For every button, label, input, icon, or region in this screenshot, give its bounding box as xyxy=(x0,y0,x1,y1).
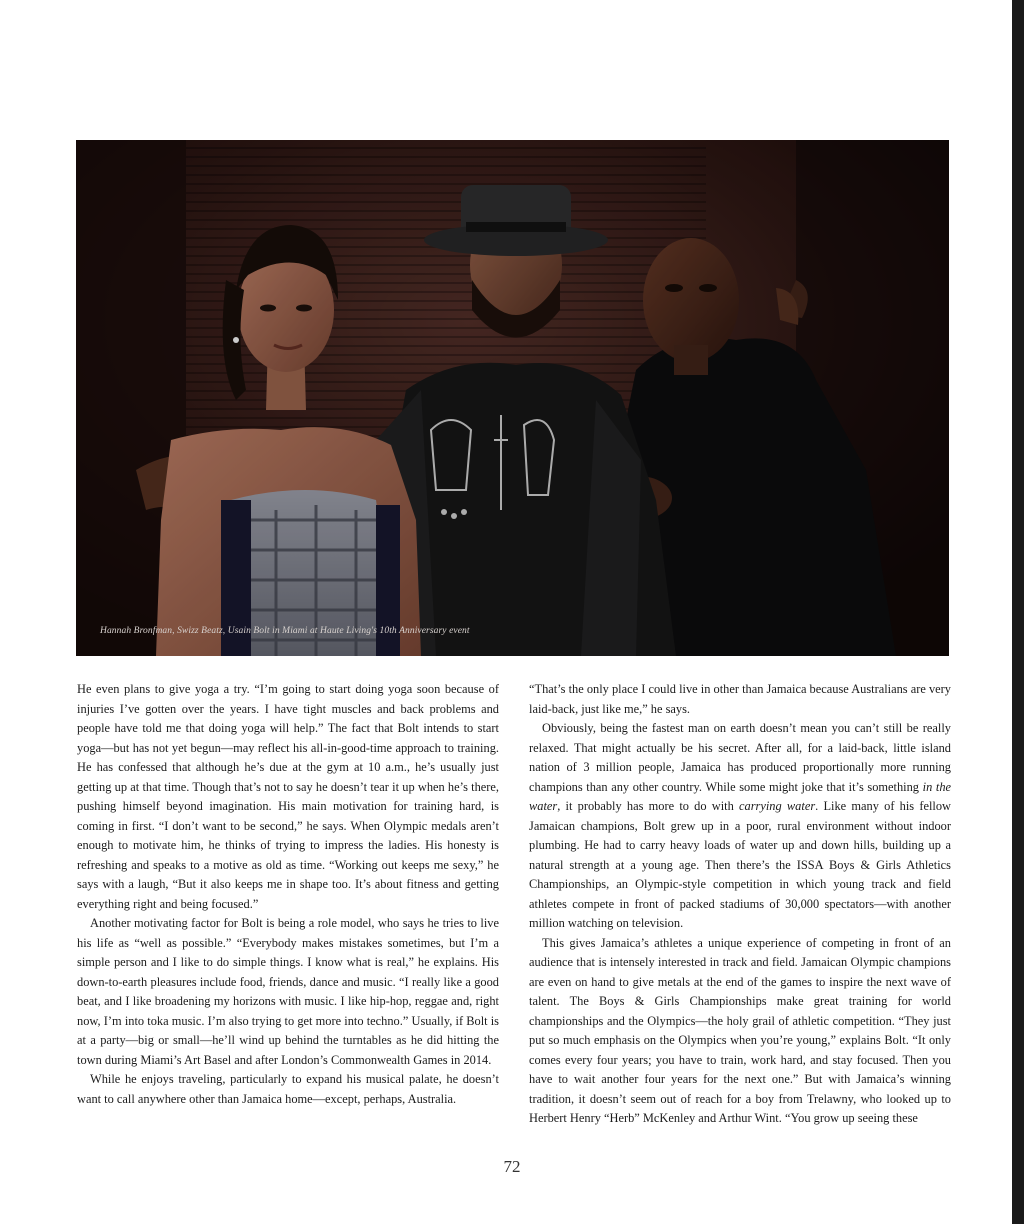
paragraph-text: Obviously, being the fastest man on earth doesn’t mean you can’t still be really relaxed. That might actually be his secret. After all, for a laid-back, little island nation of 3 million people, Jamaica has produced proportionally more running champions than any other country. While some might joke that it’s something xyxy=(529,721,951,794)
emphasis-text: in the water xyxy=(529,779,952,813)
event-photo-image xyxy=(76,140,949,656)
page-number: 72 xyxy=(503,1157,521,1176)
article-paragraph: He even plans to give yoga a try. “I’m going to start doing yoga soon because of injuries I’ve gotten over the years. I have tight muscles and back problems and people have told me that doing yoga will help.” The fact that Bolt intends to start yoga—but has not yet begun—may reflect his all-in-good-time approach to training. He has confessed that although he’s due at the gym at 10 a.m., he’s usually just getting up at that time. Though that’s not to say he doesn’t tear it up when he’s there, pushing himself beyond imagination. His main motivation for training hard, is coming in first. “I don’t want to be second,” he says. When Olympic medals aren’t enough to motivate him, he thinks of trying to impress the ladies. His honesty is refreshing and speaks to a motive as old as time. “Working out keeps me sexy,” he says with a laugh, “But it also keeps me in shape too. It’s about fitness and getting everything right and being focused.” xyxy=(77,682,499,911)
article-paragraph: While he enjoys traveling, particularly to expand his musical palate, he doesn’t want to call anywhere other than Jamaica home—except, perhaps, Australia. xyxy=(77,1072,499,1106)
paragraph-text: . Like many of his fellow Jamaican champions, Bolt grew up in a poor, rural environment without indoor plumbing. He had to carry heavy loads of water up and down hills, building up a natural strength at a young age. Then there’s the ISSA Boys & Girls Athletics Championships, an Olympic-style competition in which young track and field athletes compete in front of packed stadiums of 30,000 spectators—with another million watching on television. xyxy=(529,799,952,930)
article-paragraph: Another motivating factor for Bolt is being a role model, who says he tries to live his life as “well as possible.” “Everybody makes mistakes sometimes, but I’m a simple person and I like to do simple things. I know what is real,” he explains. His down-to-earth pleasures include food, friends, dance and music. “I really like a good beat, and I like broadening my horizons with music. I like hip-hop, reggae and, right now, I’m into toka music. I’m also trying to get more into techno.” Usually, if Bolt is at a party—big or small—he’ll wind up behind the turntables as he did hitting the town during Miami’s Art Basel and after London’s Commonwealth Games in 2014. xyxy=(77,916,499,1067)
paragraph-text: , it probably has more to do with xyxy=(557,799,740,813)
article-paragraph: This gives Jamaica’s athletes a unique experience of competing in front of an audience that is intensely interested in track and field. Jamaican Olympic champions are even on hand to give metals at the end of the games to inspire the next wave of talent. The Boys & Girls Championships make great training for world championships and the Olympics—the holy grail of athletic competition. “They just put so much emphasis on the Olympics when you’re young,” explains Bolt. “It only comes every four years; you have to train, work hard, and stay focused. Then you have to wait another four years for the next one.” But with Jamaica’s winning tradition, it doesn’t seem out of reach for a boy from Trelawny, who looked up to Herbert Henry “Herb” McKenley and Arthur Wint. “You grow up seeing these xyxy=(529,935,951,1125)
photo-caption: Hannah Bronfman, Swizz Beatz, Usain Bolt in Miami at Haute Living's 10th Anniversary event xyxy=(100,626,470,636)
article-paragraph: “That’s the only place I could live in other than Jamaica because Australians are very laid-back, just like me,” he says. xyxy=(529,682,951,716)
article-left-column xyxy=(77,680,499,1109)
emphasis-text: carrying water xyxy=(739,799,816,813)
article-paragraph xyxy=(529,719,951,934)
article-right-column xyxy=(529,680,951,1129)
event-photo xyxy=(76,140,949,656)
page-edge xyxy=(1012,0,1024,1224)
